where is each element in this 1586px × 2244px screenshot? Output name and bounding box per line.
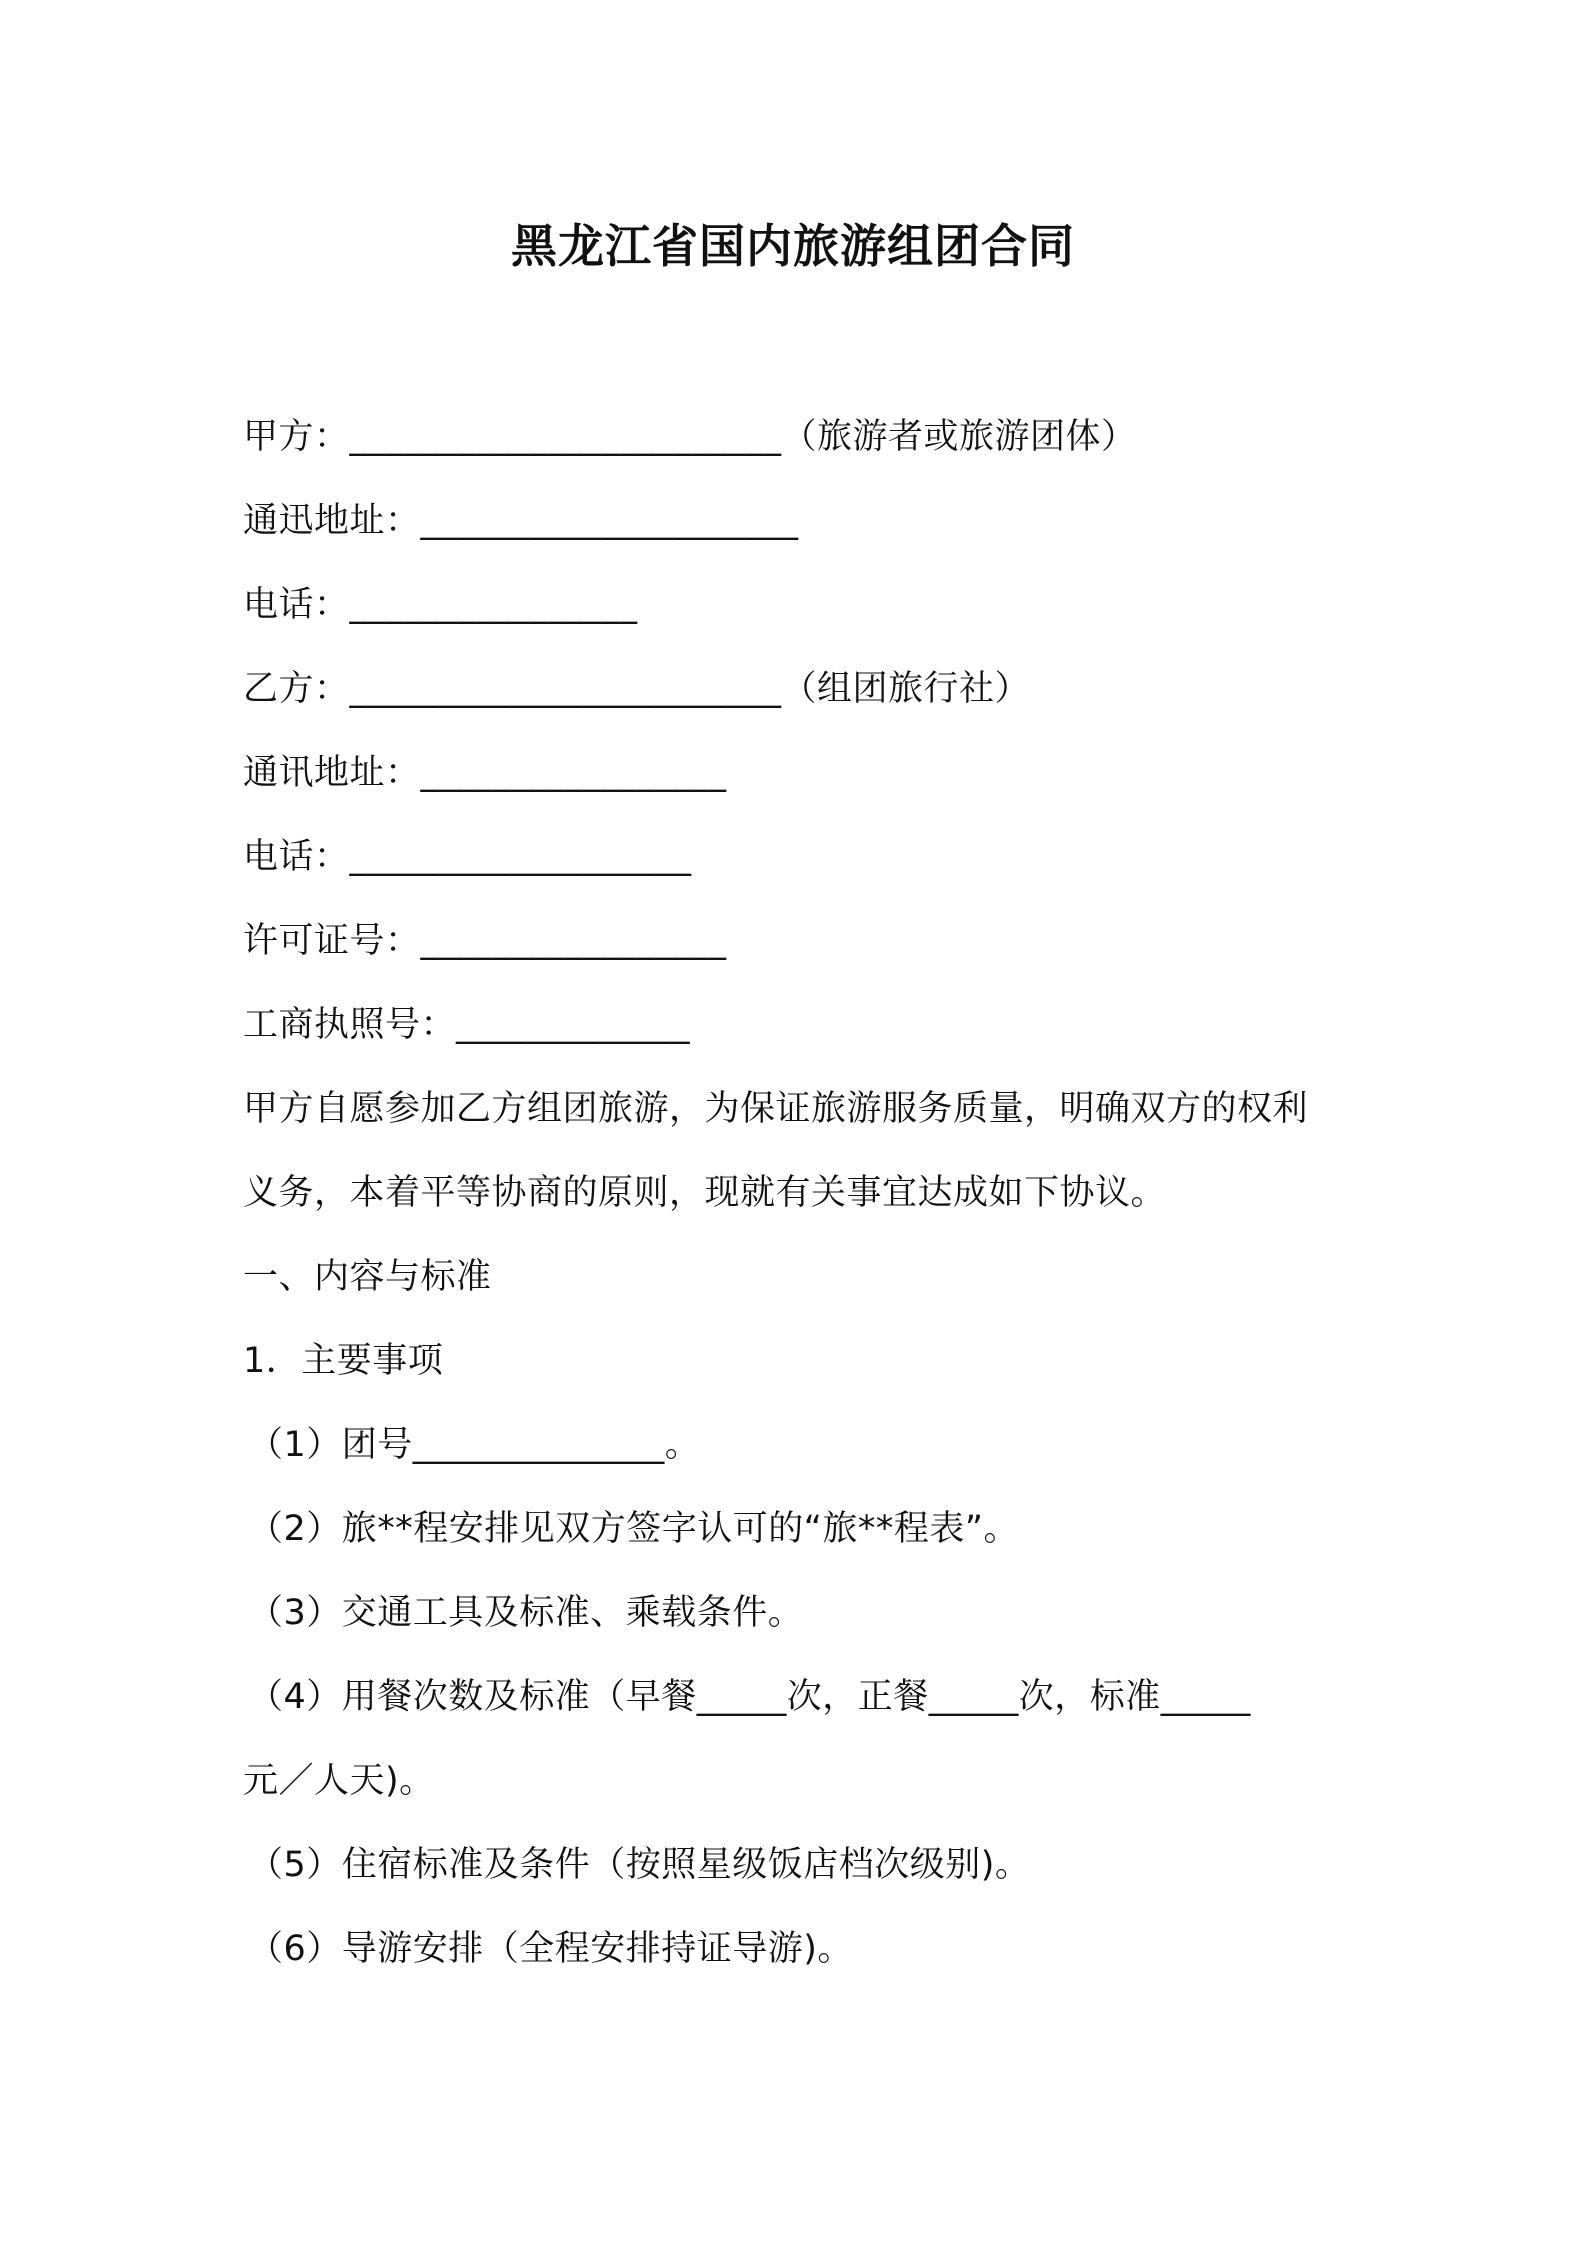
party-b-license: 许可证号：_________________	[243, 921, 727, 961]
item-3: （3）交通工具及标准、乘载条件。	[248, 1593, 804, 1633]
party-b-business-license: 工商执照号：_____________	[243, 1005, 691, 1045]
party-a-blank: ________________________	[349, 417, 782, 457]
item-1: （1）团号______________。	[248, 1425, 701, 1465]
item-4-continued: 元／人天)。	[243, 1761, 435, 1801]
preamble-line-1: 甲方自愿参加乙方组团旅游，为保证旅游服务质量，明确双方的权利	[243, 1089, 1309, 1129]
party-a-phone: 电话：________________	[243, 585, 638, 625]
item-6: （6）导游安排（全程安排持证导游)。	[248, 1929, 853, 1969]
item-5: （5）住宿标准及条件（按照星级饭店档次级别)。	[248, 1845, 1031, 1885]
item-4: （4）用餐次数及标准（早餐_____次，正餐_____次，标准_____	[248, 1677, 1251, 1717]
party-a-label: 甲方：	[243, 417, 350, 457]
party-b-phone: 电话：___________________	[243, 837, 692, 877]
party-a-line	[243, 411, 1137, 463]
party-b-blank: ________________________	[349, 669, 782, 709]
section-subheading: 1．主要事项	[243, 1341, 444, 1381]
section-heading: 一、内容与标准	[243, 1257, 492, 1297]
item-2: （2）旅**程安排见双方签字认可的“旅**程表”。	[248, 1509, 1020, 1549]
party-b-label: 乙方：	[243, 669, 350, 709]
party-b-note: （组团旅行社）	[781, 669, 1031, 709]
preamble-line-2: 义务，本着平等协商的原则，现就有关事宜达成如下协议。	[243, 1173, 1167, 1213]
party-a-note: （旅游者或旅游团体）	[781, 417, 1137, 457]
party-b-address: 通讯地址：_________________	[243, 753, 727, 793]
document-title: 黑龙江省国内旅游组团合同	[511, 219, 1075, 273]
party-a-address: 通迅地址：_____________________	[243, 501, 799, 541]
party-b-line	[243, 663, 1030, 715]
